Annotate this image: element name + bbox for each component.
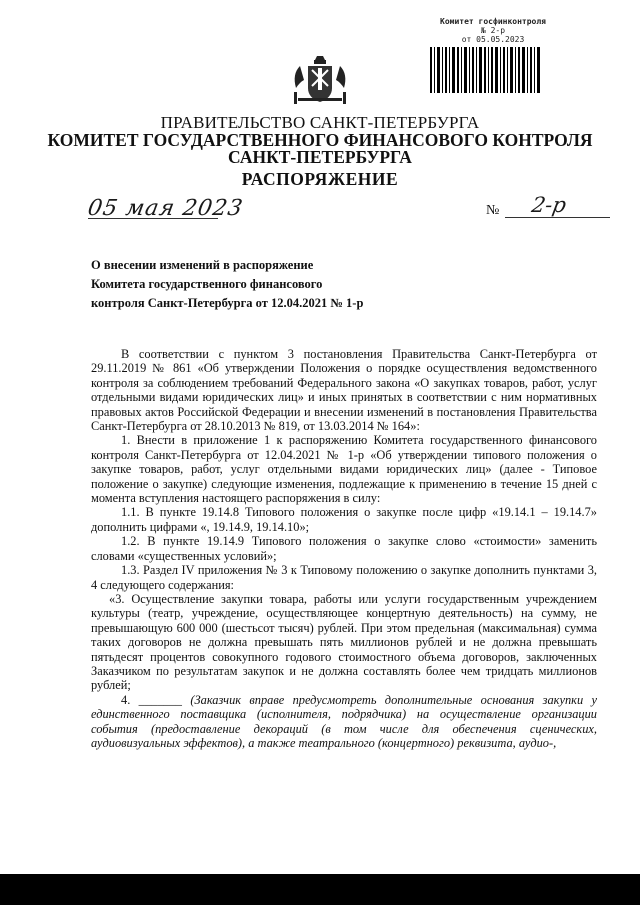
scan-edge-bar (0, 874, 640, 905)
stamp-number: № 2-р (480, 26, 506, 35)
clause-1: 1. Внести в приложение 1 к распоряжению Комитета государственного финансового контроля Санкт-Петербурга от 12.04.2021 № 1-р «Об утверждении типового положения о закупке товаров, работ, услуг отдельными видами юридических лиц» (далее - Типовое положение о закупке) следующие изменения, подлежащие к применению в течение 15 дней с момента вступления настоящего распоряжения в силу: (91, 433, 597, 506)
new-clause-3: «3. Осуществление закупки товара, работы или услуги государственным учреждением культуры (театр, учреждение, осуществляющее концертную деятельность) на сумму, не превышающую 600 000 (шестьсот тысяч) рублей. При этом предельная (максимальная) сумма таких договоров не должна превышать пять миллионов рублей и не должна превышать пятьдесят процентов совокупного годового стоимостного объема договоров, заключенных Заказчиком по результатам закупок и не должна составлять более чем тридцать миллионов рублей; (91, 591, 597, 693)
city-header: САНКТ-ПЕТЕРБУРГА (228, 147, 412, 167)
clause-1-2: 1.2. В пункте 19.14.9 Типового положения о закупке слово «стоимости» заменить словами «существенных условий»; (91, 534, 597, 563)
government-header: ПРАВИТЕЛЬСТВО САНКТ-ПЕТЕРБУРГА (160, 113, 480, 132)
date-underline (88, 218, 218, 219)
new-clause-4 (91, 693, 597, 751)
handwritten-date: 05 мая 2023 (85, 196, 246, 221)
document-body (91, 347, 597, 750)
clause-1-1: 1.1. В пункте 19.14.8 Типового положения о закупке после цифр «19.14.1 – 19.14.7» дополнить цифрами «, 19.14.9, 19.14.10»; (91, 505, 597, 534)
barcode-icon (428, 47, 542, 93)
handwritten-number: 2-р (529, 193, 569, 217)
document-subject (91, 256, 411, 313)
clause-4-italic-text: (Заказчик вправе предусмотреть дополнительные основания закупки у единственного поставщика (исполнителя, подрядчика) на осуществление организации события (предоставление декораций (в том числе для обеспечения сценических, аудиовизуальных эффектов), а также театрального (концертного) реквизита, аудио-, (91, 692, 597, 750)
clause-1-3: 1.3. Раздел IV приложения № 3 к Типовому положению о закупке дополнить пунктами 3, 4 следующего содержания: (91, 563, 597, 592)
subject-line: контроля Санкт-Петербурга от 12.04.2021 № 1-р (91, 296, 364, 310)
document-type: РАСПОРЯЖЕНИЕ (241, 169, 399, 189)
preamble-paragraph: В соответствии с пунктом 3 постановления Правительства Санкт-Петербурга от 29.11.2019 № 861 «Об утверждении Положения о порядке осуществления ведомственного контроля за соблюдением требований Федерального закона «О закупках товаров, работ, услуг отдельными видами юридических лиц» и иных принятых в соответствии с ним нормативных правовых актов Российской Федерации и внесении изменений в постановления Правительства Санкт-Петербурга от 28.10.2013 № 819, от 13.03.2014 № 164»: (91, 347, 597, 434)
coat-of-arms-icon (290, 54, 350, 106)
number-underline (505, 217, 610, 218)
committee-header: КОМИТЕТ ГОСУДАРСТВЕННОГО ФИНАНСОВОГО КОНТРОЛЯ (47, 130, 593, 150)
subject-line: О внесении изменений в распоряжение (91, 258, 314, 272)
clause-4-number: 4. _______ (121, 692, 183, 707)
stamp-org: Комитет госфинконтроля (440, 17, 546, 26)
registration-stamp (423, 17, 563, 44)
number-label: № (486, 203, 500, 218)
stamp-date: от 05.05.2023 (461, 35, 525, 44)
subject-line: Комитета государственного финансового (91, 277, 323, 291)
